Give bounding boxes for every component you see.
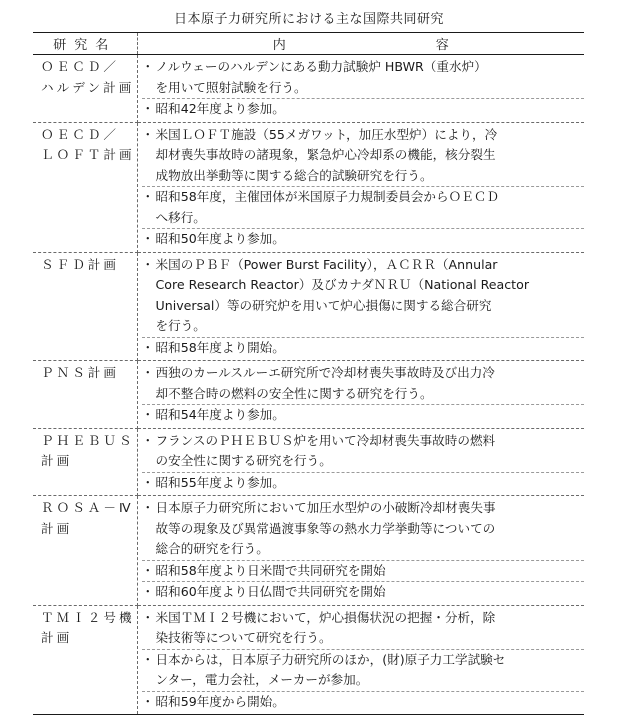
content-line: ・ 昭和50年度より参加。 <box>155 231 285 246</box>
research-name-cell <box>33 122 137 252</box>
content-line: ・ 昭和54年度より参加。 <box>155 407 285 422</box>
table-row <box>33 361 584 429</box>
content-line: ・ 米国ＴＭＩ２号機において，炉心損傷状況の把握・分析，除 <box>155 609 496 625</box>
content-bullet <box>142 473 585 494</box>
research-content-cell <box>137 428 584 496</box>
content-line: を行う。 <box>155 318 206 333</box>
content-bullet <box>142 431 585 473</box>
research-content-cell <box>137 55 584 123</box>
content-bullet <box>142 692 585 713</box>
table-row <box>33 428 584 496</box>
research-name-cell <box>33 361 137 429</box>
content-line: の安全性に関する研究を行う。 <box>155 453 332 468</box>
content-bullet <box>142 187 585 229</box>
table-row <box>33 496 584 606</box>
column-header-content-b: 容 <box>435 38 449 53</box>
table-row <box>33 605 584 715</box>
content-line: ・ 西独のカールスルーエ研究所で冷却材喪失事故時及び出力冷 <box>155 365 495 380</box>
content-line: 却材喪失事故時の諸現象，緊急炉心冷却系の機能，核分裂生 <box>155 147 496 162</box>
research-content-cell <box>137 361 584 429</box>
column-header-name: 研究名 <box>33 33 137 55</box>
content-line: ・ 昭和60年度より日仏間で共同研究を開始 <box>155 584 386 599</box>
content-bullet <box>142 338 585 359</box>
content-line: ・ フランスのＰＨＥＢＵＳ炉を用いて冷却材喪失事故時の燃料 <box>155 432 496 448</box>
content-line: ・ 昭和55年度より参加。 <box>155 474 285 490</box>
research-name-line: ＬＯＦＴ計画 <box>41 147 135 162</box>
research-name-cell <box>33 605 137 715</box>
research-content-cell <box>137 496 584 606</box>
research-name-line: ＰＨＥＢＵＳ <box>41 432 135 448</box>
content-line: ・ 昭和59年度から開始。 <box>155 693 285 709</box>
column-header-content-a: 内 <box>272 38 286 53</box>
content-bullet <box>142 363 585 405</box>
research-name-line: 計画 <box>41 453 73 468</box>
content-bullet <box>142 650 585 692</box>
research-name-cell <box>33 55 137 123</box>
research-name-cell <box>33 496 137 606</box>
content-line: ・ 米国ＬＯＦＴ施設（55メガワット，加圧水型炉）により，冷 <box>155 126 498 142</box>
content-bullet <box>142 561 585 583</box>
table-row <box>33 55 584 123</box>
research-name-cell <box>33 252 137 361</box>
content-line: 却不整合時の燃料の安全性に関する研究を行う。 <box>155 385 433 401</box>
content-line: へ移行。 <box>155 209 206 225</box>
content-bullet <box>142 229 585 250</box>
content-line: 染技術等について研究を行う。 <box>155 630 332 645</box>
content-line: ・ 日本原子力研究所において加圧水型炉の小破断冷却材喪失事 <box>155 500 496 515</box>
content-line: 故等の現象及び異常過渡事象等の熱水力学挙動等についての <box>155 520 496 536</box>
content-line: を用いて照射試験を行う。 <box>155 79 307 95</box>
content-bullet <box>142 99 585 120</box>
table-title: 日本原子力研究所における主な国際共同研究 <box>173 12 444 27</box>
table-row <box>33 252 584 361</box>
research-content-cell <box>137 605 584 715</box>
research-name-line: ＰＮＳ計画 <box>41 365 119 380</box>
content-bullet <box>142 498 585 561</box>
content-bullet <box>142 125 585 188</box>
table-row <box>33 122 584 252</box>
research-name-line: ハルデン計画 <box>41 79 135 95</box>
content-line: ・ 昭和58年度より開始。 <box>155 339 285 355</box>
content-line: ンター，電力会社，メーカーが参加。 <box>155 672 369 687</box>
research-name-line: ＲＯＳＡ－Ⅳ <box>41 500 134 515</box>
research-name-line: ＯＥＣＤ／ <box>41 59 119 74</box>
research-name-line: 計画 <box>41 520 73 536</box>
research-table <box>33 32 584 715</box>
content-line: ・ 日本からは，日本原子力研究所のほか，(財)原子力工学試験セ <box>155 651 506 667</box>
research-content-cell <box>137 252 584 361</box>
research-name-line: ＴＭＩ２号機 <box>41 609 135 625</box>
content-bullet <box>142 405 585 426</box>
content-line: Universal）等の研究炉を用いて炉心損傷に関する総合研究 <box>155 297 492 313</box>
content-line: 総合的研究を行う。 <box>155 541 269 556</box>
research-name-line: ＯＥＣＤ／ <box>41 126 119 142</box>
research-name-cell <box>33 428 137 496</box>
research-content-cell <box>137 122 584 252</box>
content-bullet <box>142 255 585 338</box>
content-line: 成物放出挙動等に関する総合的試験研究を行う。 <box>155 167 433 183</box>
content-line: Core Research Reactor）及びカナダＮＲＵ（National Reactor <box>155 277 529 292</box>
table-header-row <box>33 33 584 55</box>
content-line: ・ 昭和58年度より日米間で共同研究を開始 <box>155 562 386 578</box>
content-line: ・ 昭和58年度，主催団体が米国原子力規制委員会からＯＥＣＤ <box>155 189 499 204</box>
research-name-line: 計画 <box>41 630 73 645</box>
content-bullet <box>142 608 585 650</box>
research-name-line: ＳＦＤ計画 <box>41 256 119 272</box>
content-line: ・ ノルウェーのハルデンにある動力試験炉 HBWR（重水炉） <box>155 59 487 74</box>
content-bullet <box>142 57 585 99</box>
content-line: ・ 昭和42年度より参加。 <box>155 101 285 116</box>
content-line: ・ 米国のＰＢＦ（Power Burst Facility），ＡＣＲＲ（Annular <box>155 256 498 272</box>
content-bullet <box>142 582 585 603</box>
column-header-content <box>137 33 584 55</box>
